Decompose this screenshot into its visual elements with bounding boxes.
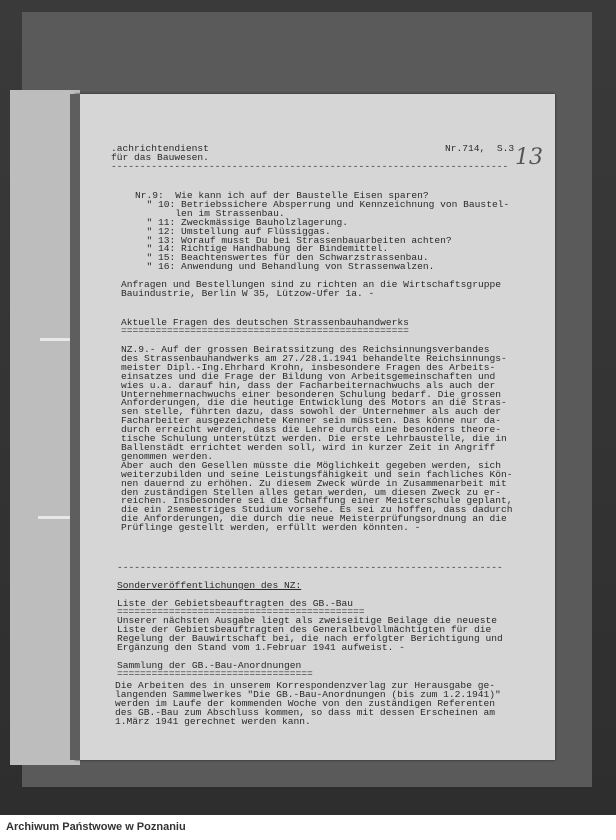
text-line: nen dauernd zu erhöhen. Zu diesem Zweck würde in Zusammenarbeit mit [121,477,507,489]
text-line: die ein 2semestriges Studium vorsehe. Es sei zu hoffen, dass dadurch [121,504,513,516]
text-line: weiterzubilden und seine Leistungsfähigkeit und sein fachliches Kön- [121,468,513,480]
text-line: " 14: Richtige Handhabung der Bindemittel. [135,243,389,255]
divider: --------------------------------------------------------------------- [111,161,509,172]
archive-caption: Archiwum Państwowe w Poznaniu [6,821,186,833]
text-line: wies u.a. darauf hin, dass der Facharbeiternachwuchs als auch der [121,379,496,391]
subsection-title: Liste der Gebietsbeauftragten des GB.-Bau [117,598,354,609]
text-line: Facharbeiter ausgezeichnete Kenner sein müssten. Das könne nur da- [121,415,501,427]
text-line: langenden Sammelwerkes "Die GB.-Bau-Anordnungen (bis zum 1.2.1941)" [115,688,501,700]
text-line: Bauindustrie, Berlin W 35, Lützow-Ufer 1a. - [121,287,375,299]
text-line: des GB.-Bau zum Abschluss kommen, so dass mit dessen Erscheinen am [115,706,495,718]
text-line: tische Schulung unterstützt werden. Die erste Lehrbaustelle, die in [121,433,507,445]
text-line: Nr.9: Wie kann ich auf der Baustelle Eisen sparen? [135,190,429,201]
text-line: Regelung der Bauwirtschaft bei, die nach erfolgter Berichtigung und [117,632,503,644]
page-number: Nr.714, S.3 [445,143,515,154]
text-line: Unternehmernachwuchs einer besonderen Schulung bedarf. Die grossen [121,388,501,400]
subsection-body [115,682,501,727]
text-line: den zuständigen Stellen alles getan werden, um diesen Zweck zu er- [121,486,501,498]
text-line: genommen werden. [121,450,214,462]
text-line: einsatzes und die Frage der Bildung von Arbeitsgemeinschaften und [121,370,496,382]
text-line: 1.März 1941 gerechnet werden kann. [115,715,311,727]
text-line: Ballenstädt errichtet werden soll, wird in kurzer Zeit in Angriff [121,441,496,453]
handwritten-number: 13 [515,145,543,170]
text-line: " 11: Zweckmässige Bauholzlagerung. [135,216,349,228]
text-line: meister Dipl.-Ing.Ehrhard Krohn, insbesondere Fragen des Arbeits- [121,361,496,373]
text-line: Aber auch den Gesellen müsste die Möglichkeit gegeben werden, sich [121,459,501,471]
text-line: werden im Laufe der kommenden Woche von den zuständigen Referenten [115,697,495,709]
text-line: " 15: Beachtenswertes für den Schwarzstrassenbau. [135,252,429,264]
text-line: des Strassenbauhandwerks am 27./28.1.1941 behandelte Reichsinnungs- [121,352,507,364]
subsection-title: Sammlung der GB.-Bau-Anordnungen [117,660,302,671]
double-rule: =========================================== [117,606,365,617]
text-line: len im Strassenbau. [135,207,285,219]
double-rule: ================================================== [121,325,409,336]
text-line: Anforderungen, die die heutige Entwicklung des Motors an die Stras- [121,397,507,409]
special-publications-title: Sonderveröffentlichungen des NZ: [117,580,302,591]
text-line: die Anforderungen, die durch die neue Meisterprüfungsordnung an die [121,513,507,525]
text-line: Unserer nächsten Ausgabe liegt als zweiseitige Beilage die neueste [117,615,497,626]
archive-caption-bar [0,815,616,840]
text-line: Die Arbeiten des in unserem Korrespondenzverlag zur Herausgabe ge- [115,680,495,691]
text-line: sen stelle, führten dazu, dass sowohl der Unternehmer als auch der [121,406,501,418]
publication-list [135,192,509,272]
orders-note [121,281,501,299]
subsection-body [117,617,503,653]
double-rule: ================================== [117,668,313,679]
text-line: durch erreicht werden, dass die Lehre durch eine besonders theore- [121,424,501,436]
text-line: " 10: Betriebssichere Absperrung und Kennzeichnung von Baustel- [135,198,510,210]
text-line: NZ.9.- Auf der grossen Beiratssitzung des Reichsinnungsverbandes [121,344,490,355]
text-line: " 16: Anwendung und Behandlung von Strassenwalzen. [135,261,435,273]
section-body [121,346,513,533]
text-line: Ergänzung den Stand vom 1.Februar 1941 aufweist. - [117,641,405,653]
page-spine-shadow [70,94,80,760]
text-line: reichen. Insbesondere sei die Schaffung einer Meisterschule geplant, [121,495,513,507]
text-line: " 13: Worauf musst Du bei Strassenbauarbeiten achten? [135,234,452,246]
text-line: Liste der Gebietsbeauftragten des Generalbevollmächtigten für die [117,623,492,635]
text-line: Prüflinge gestellt werden, erfüllt werden könnten. - [121,522,421,534]
header-left-1: .achrichtendienst [111,143,209,154]
divider: ------------------------------------------------------------------- [117,562,503,573]
text-line: Anfragen und Bestellungen sind zu richten an die Wirtschaftsgruppe [121,279,501,290]
header-left-2: für das Bauwesen. [111,152,209,163]
text-line: " 12: Umstellung auf Flüssiggas. [135,225,331,237]
section-title: Aktuelle Fragen des deutschen Strassenbauhandwerks [121,317,409,328]
